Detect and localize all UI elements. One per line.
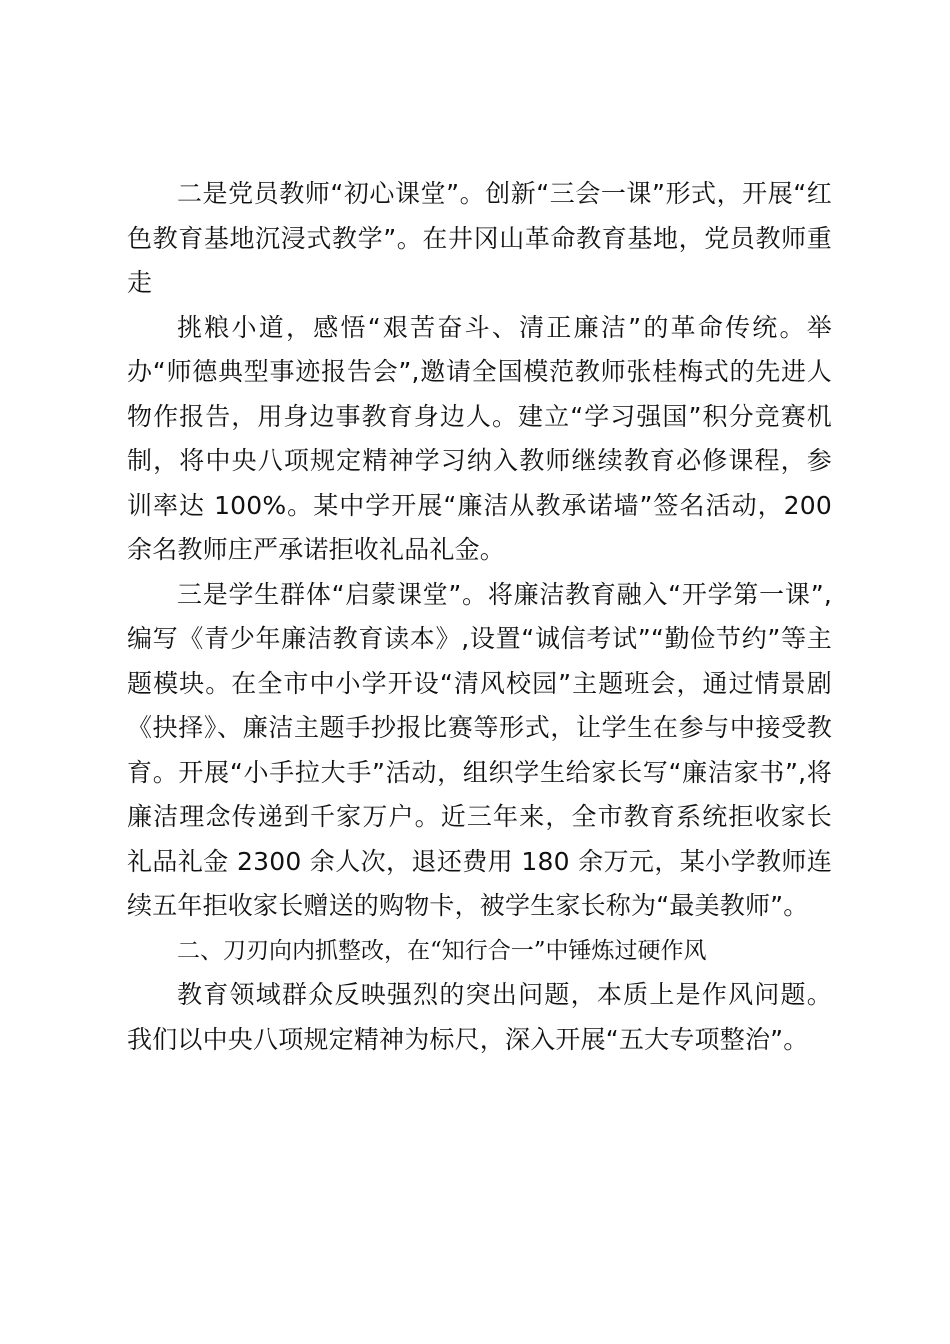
paragraph-students: 三是学生群体“启蒙课堂”。将廉洁教育融入“开学第一课”,编写《青少年廉洁教育读本》,设置“诚信考试”“勤俭节约”等主题模块。在全市中小学开设“清风校园”主题班会，通过情景剧《抉择》、廉洁主题手抄报比赛等形式，让学生在参与中接受教育。开展“小手拉大手”活动，组织学生给家长写“廉洁家书”,将廉洁理念传递到千家万户。近三年来，全市教育系统拒收家长礼品礼金 2300 余人次，退还费用 180 余万元，某小学教师连续五年拒收家长赠送的购物卡，被学生家长称为“最美教师”。 (127, 579, 832, 920)
paragraph-party-teachers: 二是党员教师“初心课堂”。创新“三会一课”形式，开展“红色教育基地沉浸式教学”。在井冈山革命教育基地，党员教师重走 (127, 179, 832, 297)
paragraph-rectification: 教育领域群众反映强烈的突出问题，本质上是作风问题。我们以中央八项规定精神为标尺，深入开展“五大专项整治”。 (127, 980, 832, 1054)
document-body (127, 172, 832, 1062)
paragraph-party-teachers-continued: 挑粮小道，感悟“艰苦奋斗、清正廉洁”的革命传统。举办“师德典型事迹报告会”,邀请全国模范教师张桂梅式的先进人物作报告，用身边事教育身边人。建立“学习强国”积分竞赛机制，将中央八项规定精神学习纳入教师继续教育必修课程，参训率达 100%。某中学开展“廉洁从教承诺墙”签名活动，200 余名教师庄严承诺拒收礼品礼金。 (127, 312, 832, 564)
section-heading: 二、刀刃向内抓整改，在“知行合一”中锤炼过硬作风 (177, 937, 707, 964)
